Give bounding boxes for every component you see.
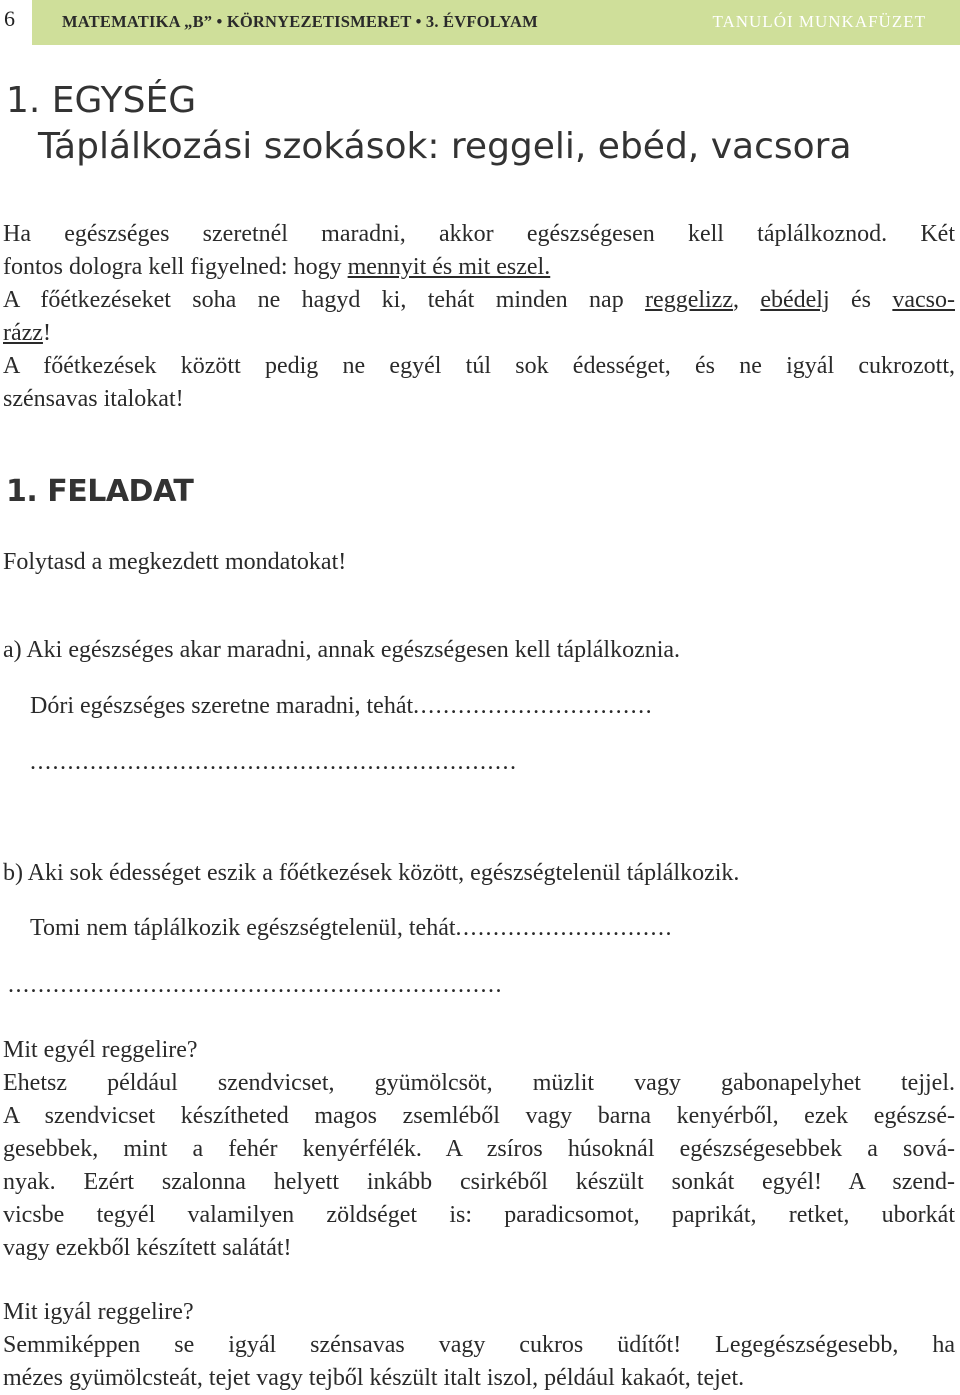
intro-line-3: [3, 284, 955, 316]
underlined-word: ebédelj: [760, 287, 830, 313]
task-a-prompt: Dóri egészséges szeretne maradni, tehát: [30, 693, 414, 719]
intro-line-2: [3, 251, 550, 283]
drink-line-1: Semmiképpen se igyál szénsavas vagy cukros üdítőt! Legegészségesebb, ha: [3, 1332, 955, 1358]
drink-question: Mit igyál reggelire?: [3, 1299, 194, 1325]
answer-dots[interactable]: .................................................................: [30, 749, 518, 775]
intro-line-4: [3, 317, 51, 349]
task-instruction: Folytasd a megkezdett mondatokat!: [3, 549, 347, 575]
header-series: MATEMATIKA „B” • KÖRNYEZETISMERET • 3. ÉVFOLYAM: [62, 12, 538, 31]
task-b-prompt-line: [30, 912, 673, 944]
drink-line-2: mézes gyümölcsteát, tejet vagy tejből készült italt iszol, például kakaót, tejet.: [3, 1365, 745, 1391]
page-number: 6: [4, 6, 15, 31]
intro-line-5: A főétkezések között pedig ne egyél túl sok édességet, és ne igyál cukrozott,: [3, 353, 955, 379]
unit-title: Táplálkozási szokások: reggeli, ebéd, vacsora: [38, 126, 852, 167]
page-header: [0, 0, 960, 45]
intro-text: ,: [732, 287, 761, 313]
breakfast-line-3: gesebbek, mint a fehér kenyérfélék. A zsíros húsoknál egészségesebbek a sová-: [3, 1136, 955, 1162]
breakfast-line-4: nyak. Ezért szalonna helyett inkább csirkéből készült sonkát egyél! A szend-: [3, 1169, 955, 1195]
intro-line-6: szénsavas italokat!: [3, 386, 184, 412]
intro-text: és: [829, 287, 893, 313]
answer-dots[interactable]: ..................................................................: [8, 972, 503, 998]
intro-text: !: [42, 320, 51, 346]
task-a-answer-line[interactable]: [30, 746, 518, 778]
unit-heading: [6, 78, 852, 170]
intro-line-1: Ha egészséges szeretnél maradni, akkor egészségesen kell táplálkoznod. Két: [3, 221, 955, 247]
breakfast-line-2: A szendvicset készítheted magos zsemléből vagy barna kenyérből, ezek egészsé-: [3, 1103, 955, 1129]
breakfast-line-5: vicsbe tegyél valamilyen zöldséget is: paradicsomot, paprikát, retket, uborkát: [3, 1202, 955, 1228]
underlined-word: vacso-: [892, 287, 955, 313]
unit-number: 1. EGYSÉG: [6, 80, 197, 121]
intro-text: A főétkezéseket soha ne hagyd ki, tehát minden nap: [3, 287, 646, 313]
task-a-statement: a) Aki egészséges akar maradni, annak egészségesen kell táplálkoznia.: [3, 637, 681, 663]
task-a-prompt-line: [30, 690, 653, 722]
underlined-phrase: mennyit és mit eszel.: [347, 254, 551, 280]
header-booklet: TANULÓI MUNKAFÜZET: [712, 12, 926, 31]
answer-dots[interactable]: ................................: [413, 693, 654, 719]
task-title: 1. FELADAT: [6, 474, 194, 509]
breakfast-line-6: vagy ezekből készített salátát!: [3, 1235, 292, 1261]
answer-dots[interactable]: .............................: [455, 915, 674, 941]
underlined-word: reggelizz: [645, 287, 733, 313]
task-b-statement: b) Aki sok édességet eszik a főétkezések között, egészségtelenül táplálkozik.: [3, 860, 740, 886]
breakfast-question: Mit egyél reggelire?: [3, 1037, 198, 1063]
breakfast-line-1: Ehetsz például szendvicset, gyümölcsöt, müzlit vagy gabonapelyhet tejjel.: [3, 1070, 955, 1096]
task-b-prompt: Tomi nem táplálkozik egészségtelenül, tehát: [30, 915, 456, 941]
task-b-answer-line[interactable]: [8, 969, 503, 1001]
intro-text: fontos dologra kell figyelned: hogy: [3, 254, 348, 280]
underlined-word: rázz: [3, 320, 43, 346]
